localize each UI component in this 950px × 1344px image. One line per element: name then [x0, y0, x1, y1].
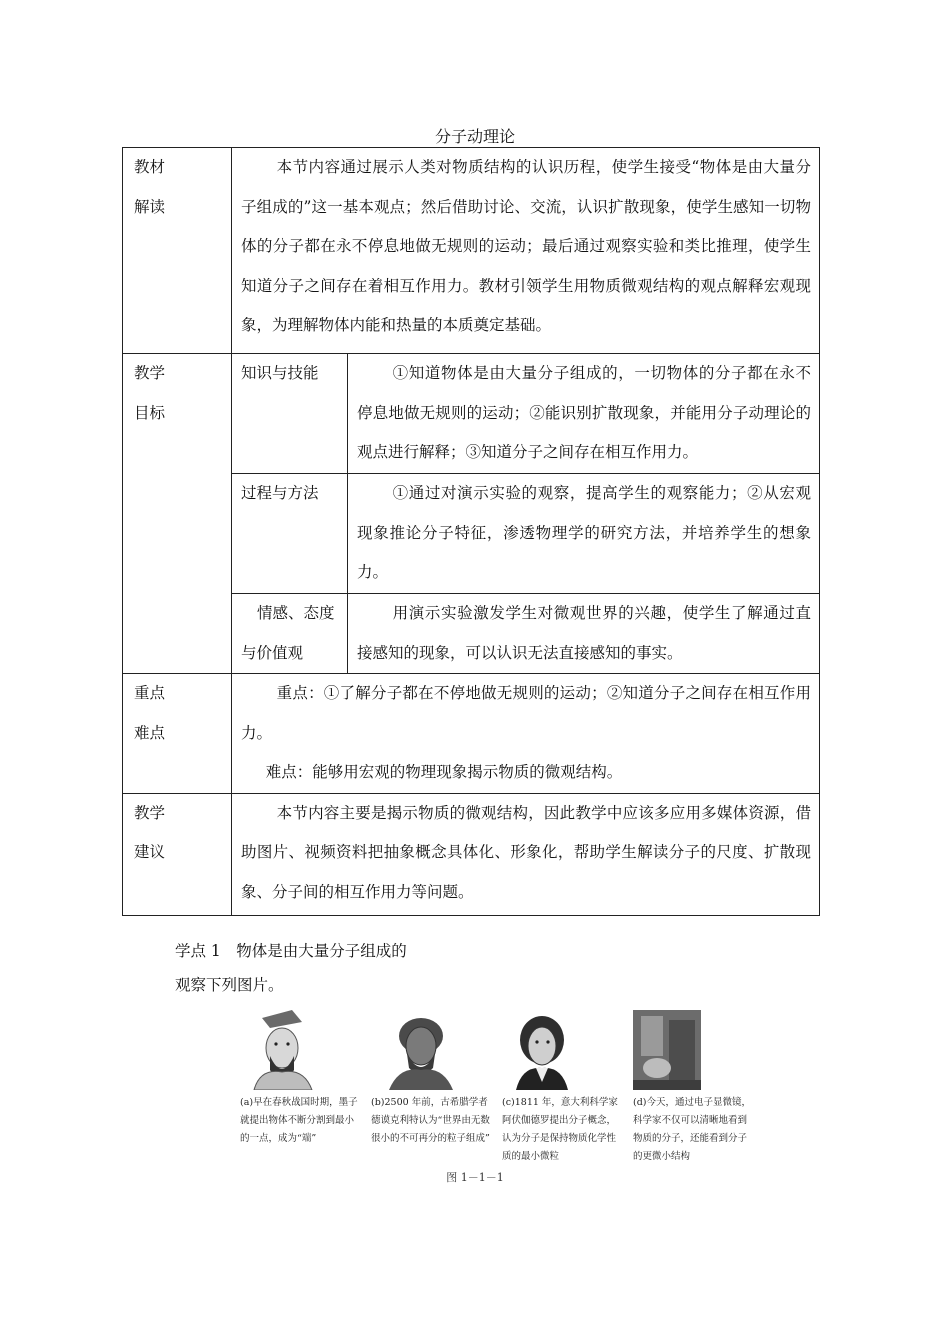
- sublabel-knowledge: 知识与技能: [232, 354, 348, 474]
- portrait-democritus-image: [371, 1010, 493, 1090]
- label-jiaocai: [123, 148, 232, 354]
- figure-panel-c: [502, 1010, 624, 1166]
- sublabel-process: 过程与方法: [232, 474, 348, 594]
- page-title: 分子动理论: [434, 127, 515, 146]
- table-row-jiaocai: [123, 148, 820, 354]
- cell-jianyi-text: [232, 793, 820, 915]
- label-zhongdian: [123, 674, 232, 794]
- knowledge-text: ①知道物体是由大量分子组成的，一切物体的分子都在永不停息地做无规则的运动；②能识别扩散现象，并能用分子动理论的观点进行解释；③知道分子之间存在相互作用力。: [357, 364, 812, 461]
- label-line: 目标: [134, 403, 166, 422]
- figure-1-1-1: [240, 1010, 760, 1192]
- label-line: 建议: [134, 843, 166, 861]
- cell-jiaocai-text: [232, 148, 820, 354]
- cell-process-text: [348, 474, 820, 594]
- figure-panel-b: [371, 1010, 493, 1148]
- label-mubiao: [123, 354, 232, 674]
- suggestion-text: 本节内容主要是揭示物质的微观结构，因此教学中应该多应用多媒体资源，借助图片、视频资料把抽象概念具体化、形象化，帮助学生解读分子的尺度、扩散现象、分子间的相互作用力等问题。: [241, 803, 812, 901]
- figure-caption-d: (d)今天，通过电子显微镜，科学家不仅可以清晰地看到物质的分子，还能看到分子的更微小结构: [633, 1097, 751, 1162]
- figure-panel-d: [633, 1010, 755, 1166]
- label-line: 重点: [134, 684, 166, 702]
- table-row-zhongdian: [123, 674, 820, 794]
- label-line: 解读: [134, 197, 166, 216]
- figure-caption-c: (c)1811 年，意大利科学家阿伏伽德罗提出分子概念，认为分子是保持物质化学性质的最小微粒: [502, 1097, 618, 1162]
- section-heading: 学点 1 物体是由大量分子组成的: [175, 942, 407, 960]
- cell-zhongdian-text: [232, 674, 820, 794]
- label-jianyi: [123, 793, 232, 915]
- process-text: ①通过对演示实验的观察，提高学生的观察能力；②从宏观现象推论分子特征，渗透物理学的研究方法，并培养学生的想象力。: [357, 484, 812, 581]
- figure-panel-a: [240, 1010, 362, 1148]
- figure-caption-b: (b)2500 年前，古希腊学者德谟克利特认为“世界由无数很小的不可再分的粒子组成”: [371, 1097, 490, 1144]
- table-row-jianyi: [123, 793, 820, 915]
- jiaocai-text: 本节内容通过展示人类对物质结构的认识历程，使学生接受“物体是由大量分子组成的”这一基本观点；然后借助讨论、交流，认识扩散现象，使学生感知一切物体的分子都在永不停息地做无规则的运动；最后通过观察实验和类比推理，使学生知道分子之间存在着相互作用力。教材引领学生用物质微观结构的观点解释宏观现象，为理解物体内能和热量的本质奠定基础。: [241, 158, 812, 334]
- key-point-text: 重点：①了解分子都在不停地做无规则的运动；②知道分子之间存在相互作用力。: [241, 684, 812, 742]
- electron-microscope-photo: [633, 1010, 755, 1090]
- label-line: 难点: [134, 723, 166, 742]
- cell-knowledge-text: [348, 354, 820, 474]
- difficulty-text: 难点：能够用宏观的物理现象揭示物质的微观结构。: [265, 763, 623, 781]
- portrait-avogadro-image: [502, 1010, 624, 1090]
- label-line: 教材: [134, 158, 166, 176]
- table-row-mubiao-1: [123, 354, 820, 474]
- cell-emotion-text: [348, 594, 820, 674]
- label-line: 与价值观: [241, 643, 304, 662]
- figure-caption-a: (a)早在春秋战国时期，墨子就提出物体不断分割到最小的一点，成为“端”: [240, 1097, 358, 1144]
- section-instruction: 观察下列图片。: [175, 976, 284, 994]
- portrait-mozi-image: [240, 1010, 362, 1090]
- label-line: 情感、态度: [257, 604, 335, 622]
- lesson-overview-table: [122, 147, 820, 916]
- label-line: 教学: [134, 364, 166, 382]
- figure-number: 图 1－1－1: [446, 1171, 504, 1184]
- label-line: 教学: [134, 803, 166, 822]
- emotion-text: 用演示实验激发学生对微观世界的兴趣，使学生了解通过直接感知的现象，可以认识无法直接感知的事实。: [357, 604, 812, 662]
- sublabel-emotion: [232, 594, 348, 674]
